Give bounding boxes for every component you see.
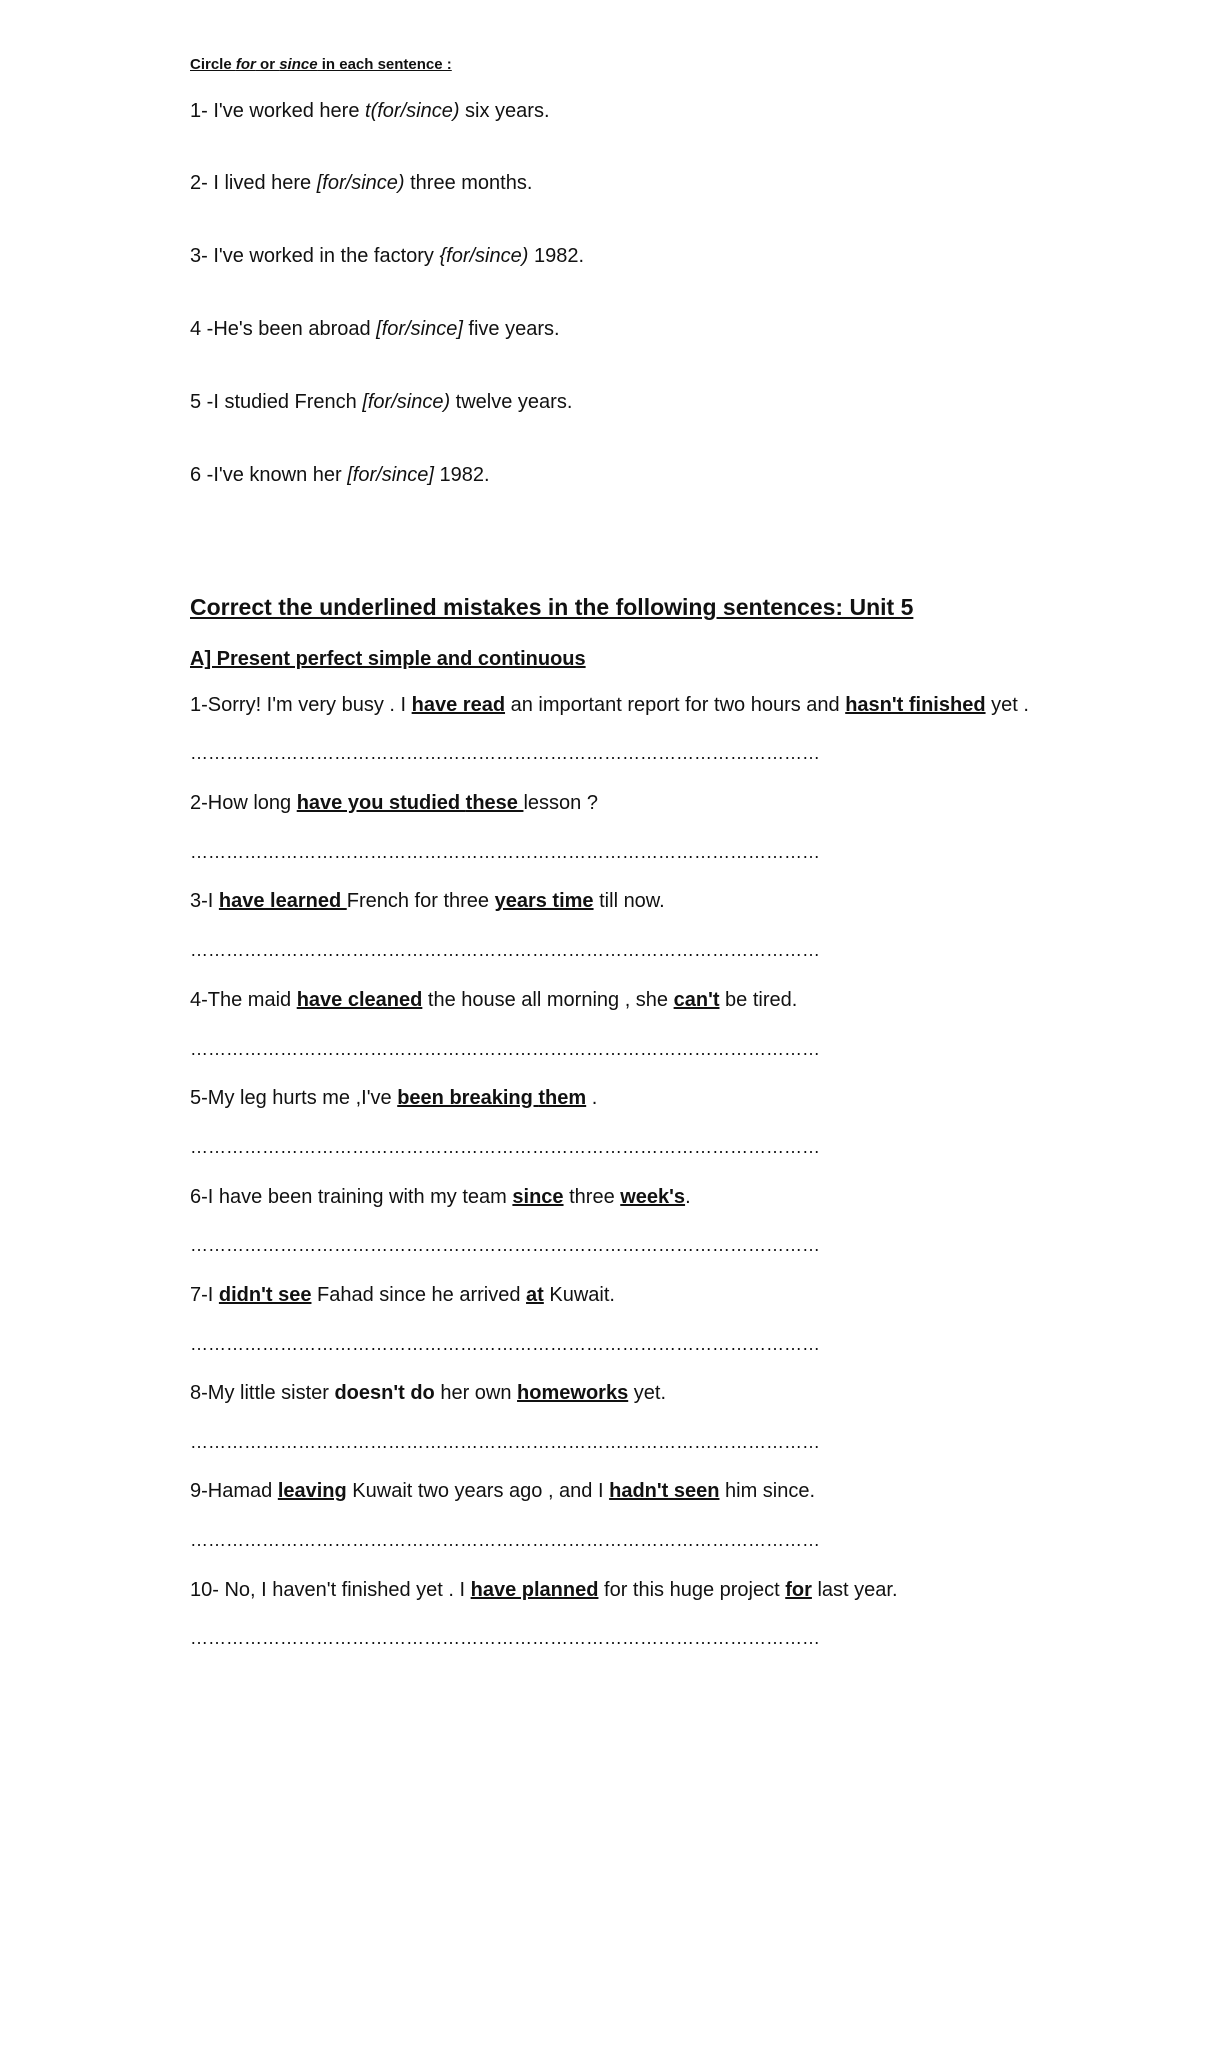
answer-line-10[interactable]: …………………………………………………………………………………………… (190, 1628, 820, 1648)
underlined-mistake: at (526, 1284, 544, 1306)
underlined-mistake: since (512, 1186, 564, 1208)
mistake-item-7: 7-I didn't see Fahad since he arrived at Kuwait. (190, 1284, 615, 1306)
instruction-text: in each sentence : (317, 56, 452, 73)
underlined-mistake: didn't see (218, 1284, 312, 1306)
underlined-mistake: homeworks (517, 1382, 629, 1404)
answer-line-5[interactable]: …………………………………………………………………………………………… (190, 1137, 820, 1157)
underlined-mistake: have learned (218, 890, 347, 912)
for-since-item-3: 3- I've worked in the factory {for/since) 1982. (190, 245, 585, 267)
mistake-item-10: 10- No, I haven't finished yet . I have planned for this huge project for last year. (190, 1579, 898, 1601)
choice-option[interactable]: {for/since) (439, 245, 529, 267)
underlined-mistake: hasn't finished (845, 694, 986, 716)
for-since-item-6: 6 -I've known her [for/since] 1982. (190, 464, 490, 486)
underlined-mistake: leaving (277, 1480, 347, 1502)
underlined-mistake: can't (673, 989, 720, 1011)
mistake-item-6: 6-I have been training with my team since three week's. (190, 1186, 691, 1208)
answer-line-2[interactable]: …………………………………………………………………………………………… (190, 842, 820, 862)
bold-phrase: doesn't do (334, 1382, 435, 1404)
mistake-item-4: 4-The maid have cleaned the house all morning , she can't be tired. (190, 989, 798, 1011)
underlined-mistake: these (465, 792, 524, 814)
underlined-mistake: have cleaned (296, 989, 423, 1011)
instruction-word-for: for (235, 56, 256, 73)
choice-option[interactable]: [for/since] (347, 464, 434, 486)
section-title: Correct the underlined mistakes in the following sentences: Unit 5 (190, 594, 914, 620)
for-since-item-1: 1- I've worked here t(for/since) six years. (190, 100, 550, 122)
choice-option[interactable]: [for/since) (362, 391, 451, 413)
underlined-mistake: week's (620, 1186, 686, 1208)
answer-line-8[interactable]: …………………………………………………………………………………………… (190, 1432, 820, 1452)
underlined-mistake: years time (494, 890, 594, 912)
underlined-mistake: them (538, 1087, 587, 1109)
underlined-mistake: hadn't seen (609, 1480, 720, 1502)
answer-line-4[interactable]: …………………………………………………………………………………………… (190, 1039, 820, 1059)
mistake-item-2: 2-How long have you studied these lesson ? (190, 792, 598, 814)
choice-option[interactable]: [for/since] (376, 318, 463, 340)
choice-option[interactable]: [for/since) (316, 172, 405, 194)
mistake-item-5: 5-My leg hurts me ,I've been breaking them . (190, 1087, 598, 1109)
mistake-item-8: 8-My little sister doesn't do her own homeworks yet. (190, 1382, 666, 1404)
for-since-item-4: 4 -He's been abroad [for/since] five years. (190, 318, 560, 340)
mistake-item-9: 9-Hamad leaving Kuwait two years ago , and I hadn't seen him since. (190, 1480, 816, 1502)
for-since-item-2: 2- I lived here [for/since) three months. (190, 172, 533, 194)
underlined-mistake: been breaking (397, 1087, 539, 1109)
answer-line-6[interactable]: …………………………………………………………………………………………… (190, 1235, 820, 1255)
instruction-word-since: since (279, 56, 318, 73)
choice-option[interactable]: t(for/since) (365, 100, 460, 122)
underlined-mistake: have you studied (296, 792, 466, 814)
mistake-item-3: 3-I have learned French for three years time till now. (190, 890, 665, 912)
instruction-text: Circle (190, 56, 236, 73)
answer-line-1[interactable]: …………………………………………………………………………………………… (190, 743, 820, 763)
underlined-mistake: have planned (470, 1579, 599, 1601)
mistake-item-1: 1-Sorry! I'm very busy . I have read an important report for two hours and hasn't finished yet . (190, 694, 1029, 716)
instruction-text: or (255, 56, 280, 73)
answer-line-7[interactable]: …………………………………………………………………………………………… (190, 1334, 820, 1354)
part1-instruction (190, 56, 452, 73)
for-since-item-5: 5 -I studied French [for/since) twelve years. (190, 391, 573, 413)
section-subtitle: A] Present perfect simple and continuous (190, 648, 586, 670)
answer-line-3[interactable]: …………………………………………………………………………………………… (190, 940, 820, 960)
underlined-mistake: for (785, 1579, 812, 1601)
answer-line-9[interactable]: …………………………………………………………………………………………… (190, 1530, 820, 1550)
underlined-mistake: have read (411, 694, 506, 716)
